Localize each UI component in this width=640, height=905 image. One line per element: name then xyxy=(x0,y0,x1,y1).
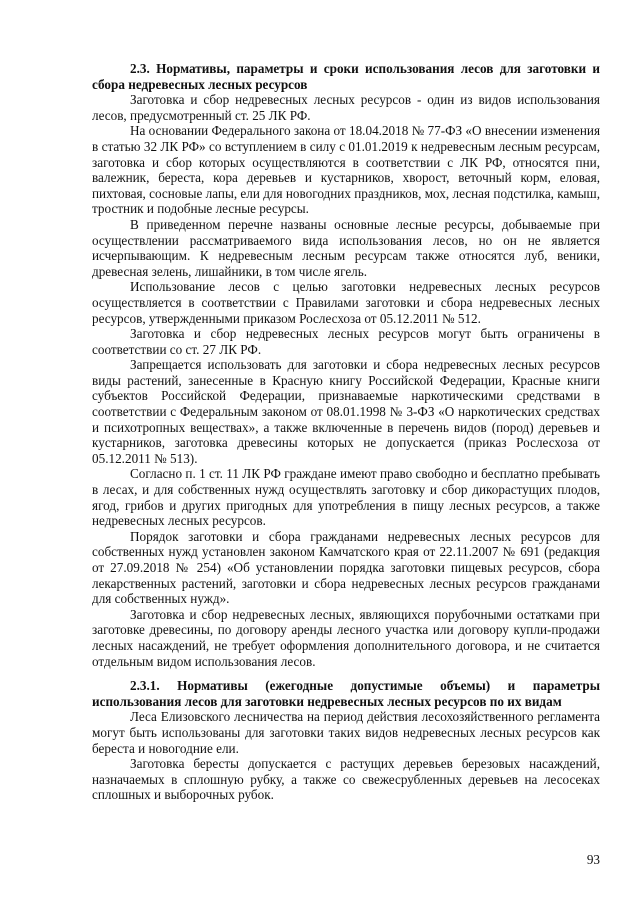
section-heading: 2.3. Нормативы, параметры и сроки использования лесов для заготовки и сбора недревесных лесных ресурсов xyxy=(92,61,600,92)
paragraph: Запрещается использовать для заготовки и сбора недревесных лесных ресурсов виды растений, занесенные в Красную книгу Российской Федерации, Красные книги субъектов Российской Федерации, признаваемые наркотическими средствами в соответствии с Федеральным законом от 08.01.1998 № 3-ФЗ «О наркотических средствах и психотропных веществах», а также включенные в перечень видов (пород) деревьев и кустарников, заготовка древесины которых не допускается (приказ Рослесхоза от 05.12.2011 № 513). xyxy=(92,357,600,466)
paragraph: Заготовка и сбор недревесных лесных ресурсов могут быть ограничены в соответствии со ст. 27 ЛК РФ. xyxy=(92,326,600,357)
subsection-heading: 2.3.1. Нормативы (ежегодные допустимые объемы) и параметры использования лесов для заготовки недревесных лесных ресурсов по их видам xyxy=(92,678,600,709)
paragraph: Заготовка и сбор недревесных лесных, являющихся порубочными остатками при заготовке древесины, по договору аренды лесного участка или договору купли-продажи лесных насаждений, не требует оформления дополнительного договора, и не считается отдельным видом использования лесов. xyxy=(92,606,600,669)
paragraph: В приведенном перечне названы основные лесные ресурсы, добываемые при осуществлении рассматриваемого вида использования лесов, но он не является исчерпывающим. К недревесным лесным ресурсам также относятся луб, веники, древесная зелень, лишайники, в том числе ягель. xyxy=(92,216,600,279)
paragraph: Леса Елизовского лесничества на период действия лесохозяйственного регламента могут быть использованы для заготовки таких видов недревесных лесных ресурсов как береста и новогодние ели. xyxy=(92,709,600,756)
paragraph: Использование лесов с целью заготовки недревесных лесных ресурсов осуществляется в соответствии с Правилами заготовки и сбора недревесных лесных ресурсов, утвержденными приказом Рослесхоза от 05.12.2011 № 512. xyxy=(92,279,600,326)
document-page xyxy=(92,61,600,803)
paragraph: Заготовка бересты допускается с растущих деревьев березовых насаждений, назначаемых в сплошную рубку, а также со свежесрубленных деревьев на лесосеках сплошных и выборочных рубок. xyxy=(92,756,600,803)
paragraph: Порядок заготовки и сбора гражданами недревесных лесных ресурсов для собственных нужд установлен законом Камчатского края от 22.11.2007 № 691 (редакция от 27.09.2018 № 254) «Об установлении порядка заготовки пищевых ресурсов, сбора лекарственных растений, заготовки и сбора недревесных лесных ресурсов гражданами для собственных нужд». xyxy=(92,528,600,607)
paragraph: На основании Федерального закона от 18.04.2018 № 77-ФЗ «О внесении изменения в статью 32 ЛК РФ» со вступлением в силу с 01.01.2019 к недревесным лесным ресурсам, заготовка и сбор которых осуществляются в соответствии с ЛК РФ, относятся пни, валежник, береста, кора деревьев и кустарников, хворост, веточный корм, еловая, пихтовая, сосновые лапы, ели для новогодних праздников, мох, лесная подстилка, камыш, тростник и подобные лесные ресурсы. xyxy=(92,123,601,217)
paragraph: Заготовка и сбор недревесных лесных ресурсов - один из видов использования лесов, предусмотренный ст. 25 ЛК РФ. xyxy=(92,92,600,123)
page-number: 93 xyxy=(586,852,600,867)
paragraph: Согласно п. 1 ст. 11 ЛК РФ граждане имеют право свободно и бесплатно пребывать в лесах, и для собственных нужд осуществлять заготовку и сбор дикорастущих плодов, ягод, грибов и других пригодных для употребления в пищу лесных ресурсов, а также недревесных лесных ресурсов. xyxy=(92,466,600,529)
